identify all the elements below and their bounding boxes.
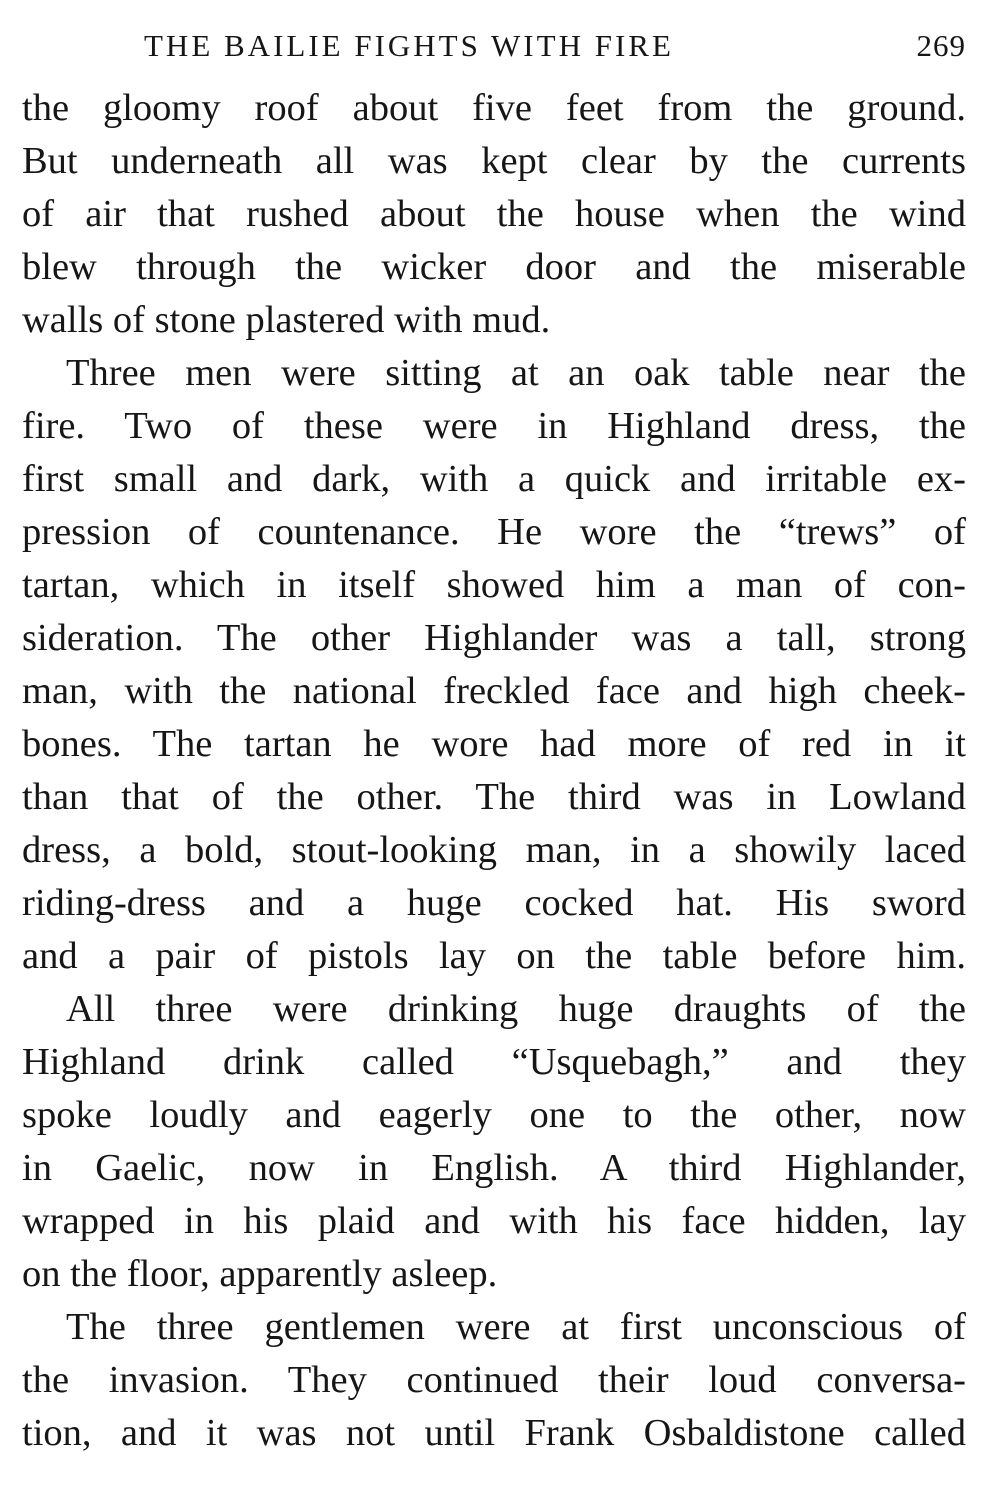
text-line: blew through the wicker door and the miserable — [22, 246, 966, 288]
text-line: dress, a bold, stout-looking man, in a showily laced — [22, 829, 966, 871]
text-line: sideration. The other Highlander was a tall, strong — [22, 617, 966, 659]
text-line: Highland drink called “Usquebagh,” and they — [22, 1041, 966, 1083]
text-line: and a pair of pistols lay on the table before him. — [22, 935, 966, 977]
text-line: Three men were sitting at an oak table near the — [66, 352, 966, 394]
text-line: first small and dark, with a quick and irritable ex- — [22, 458, 966, 500]
paragraph-3 — [22, 983, 966, 1301]
body-text — [22, 82, 966, 1460]
text-line: man, with the national freckled face and high cheek- — [22, 670, 966, 712]
text-line: pression of countenance. He wore the “trews” of — [22, 511, 966, 553]
text-line: of air that rushed about the house when the wind — [22, 193, 966, 235]
running-title: THE BAILIE FIGHTS WITH FIRE — [144, 28, 674, 63]
text-line: in Gaelic, now in English. A third Highlander, — [22, 1147, 966, 1189]
text-line: riding-dress and a huge cocked hat. His sword — [22, 882, 966, 924]
text-line: spoke loudly and eagerly one to the other, now — [22, 1094, 966, 1136]
text-line: bones. The tartan he wore had more of red in it — [22, 723, 966, 765]
text-line: tion, and it was not until Frank Osbaldistone called — [22, 1412, 966, 1454]
text-line: The three gentlemen were at first unconscious of — [66, 1306, 966, 1348]
text-line: tartan, which in itself showed him a man of con- — [22, 564, 966, 606]
running-head — [22, 22, 966, 82]
text-line: on the floor, apparently asleep. — [22, 1253, 498, 1295]
text-line: fire. Two of these were in Highland dress, the — [22, 405, 966, 447]
text-line: than that of the other. The third was in Lowland — [22, 776, 966, 818]
text-line: the invasion. They continued their loud conversa- — [22, 1359, 966, 1401]
text-line: But underneath all was kept clear by the currents — [22, 140, 966, 182]
text-line: walls of stone plastered with mud. — [22, 299, 551, 341]
text-line: wrapped in his plaid and with his face hidden, lay — [22, 1200, 966, 1242]
paragraph-1 — [22, 82, 966, 347]
text-line: All three were drinking huge draughts of the — [66, 988, 966, 1030]
paragraph-4 — [22, 1301, 966, 1460]
page-number: 269 — [916, 28, 966, 63]
paragraph-2 — [22, 347, 966, 983]
text-line: the gloomy roof about five feet from the ground. — [22, 87, 966, 129]
book-page — [22, 22, 966, 1460]
